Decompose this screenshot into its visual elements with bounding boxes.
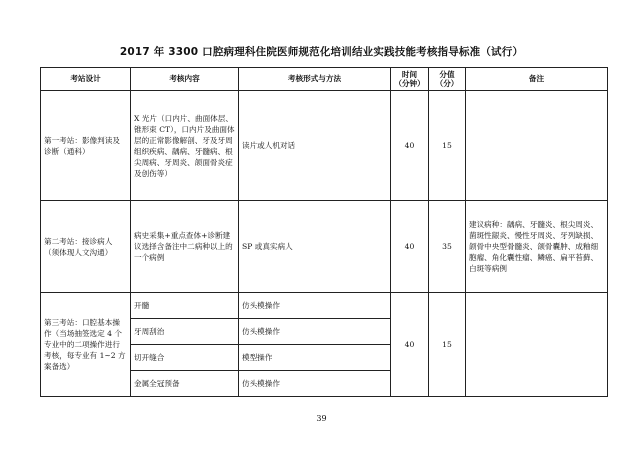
row1-content: X 光片（口内片、曲面体层、锥形束 CT），口内片及曲面体层的正常影像解剖、牙及牙周组织疾病、龋病、牙髓病、根尖周病、牙周炎、颌面骨炎症及创伤等） — [131, 91, 239, 201]
row2-method: SP 或真实病人 — [239, 201, 391, 293]
header-content: 考核内容 — [131, 68, 239, 91]
table-row — [41, 293, 608, 319]
row3-time: 40 — [391, 293, 429, 397]
page-number: 39 — [316, 414, 327, 423]
header-time-line2: （分钟） — [394, 79, 425, 88]
assessment-table — [40, 67, 608, 397]
header-remark: 备注 — [466, 68, 608, 91]
header-score-line1: 分值 — [439, 69, 455, 79]
row3-sub1-method: 仿头模操作 — [239, 293, 391, 319]
row3-sub2-content: 牙周刮治 — [131, 319, 239, 345]
header-row — [41, 68, 608, 91]
header-score-line2: （分） — [435, 79, 459, 88]
row3-sub4-method: 仿头模操作 — [239, 371, 391, 397]
row3-sub2-method: 仿头模操作 — [239, 319, 391, 345]
header-time — [391, 68, 429, 91]
row1-score: 15 — [429, 91, 466, 201]
header-time-line1: 时间 — [401, 69, 418, 79]
row1-method: 读片或人机对话 — [239, 91, 391, 201]
row2-time: 40 — [391, 201, 429, 293]
row2-score: 35 — [429, 201, 466, 293]
row1-station: 第一考站：影像判读及诊断（通科） — [41, 91, 131, 201]
row3-score: 15 — [429, 293, 466, 397]
row3-sub3-method: 模型操作 — [239, 345, 391, 371]
row3-remark — [466, 293, 608, 397]
row2-content: 病史采集+重点查体+诊断建议选择含备注中二病种以上的一个病例 — [131, 201, 239, 293]
row3-sub3-content: 切开缝合 — [131, 345, 239, 371]
table-row — [41, 91, 608, 201]
row3-station: 第三考站：口腔基本操作（当场抽签选定 4 个专业中的二项操作进行考核，每专业有 1~2 方案备选） — [41, 293, 131, 397]
row1-remark — [466, 91, 608, 201]
header-station: 考站设计 — [41, 68, 131, 91]
row3-sub4-content: 金属全冠预备 — [131, 371, 239, 397]
header-method: 考核形式与方法 — [239, 68, 391, 91]
table-row — [41, 201, 608, 293]
page-title: 2017 年 3300 口腔病理科住院医师规范化培训结业实践技能考核指导标准（试行） — [119, 46, 524, 58]
header-score — [429, 68, 466, 91]
row2-station: 第二考站：接诊病人（须体现人文沟通） — [41, 201, 131, 293]
row3-sub1-content: 开髓 — [131, 293, 239, 319]
row1-time: 40 — [391, 91, 429, 201]
row2-remark: 建议病种：龋病、牙髓炎、根尖周炎、菌斑性龈炎、慢性牙周炎、牙列缺损、颌骨中央型骨髓炎、颌骨囊肿、成釉细胞瘤、角化囊性瘤、鳞癌、扁平苔藓、白斑等病例 — [466, 201, 608, 293]
